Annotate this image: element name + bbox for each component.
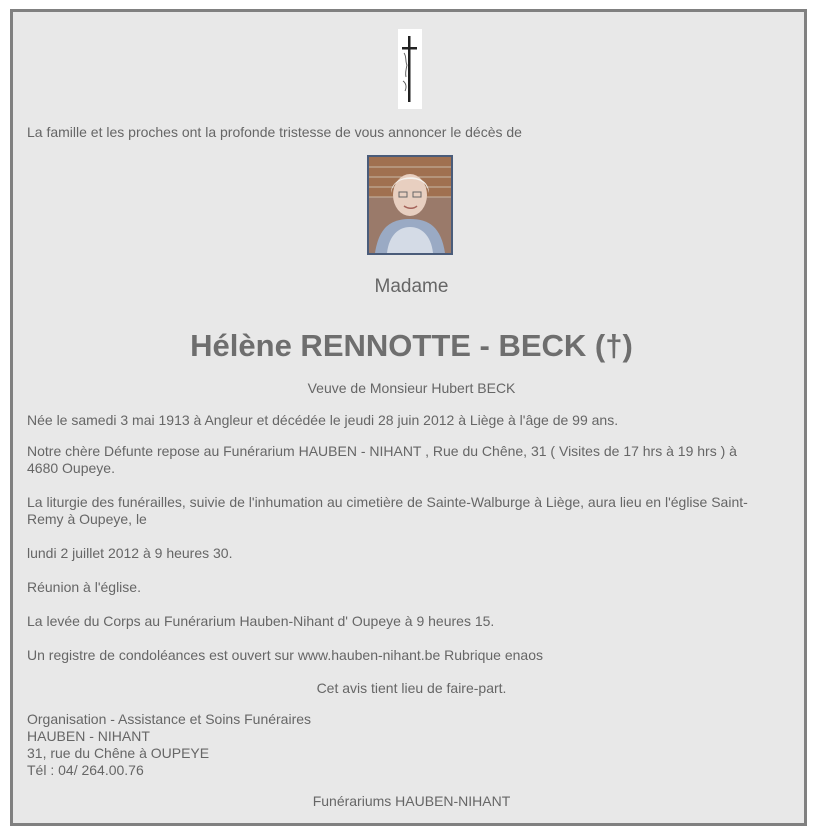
rest-text-line2: 4680 Oupeye. (27, 460, 115, 476)
notice-text: Cet avis tient lieu de faire-part. (316, 680, 507, 696)
levee-text: La levée du Corps au Funérarium Hauben-Nihant d' Oupeye à 9 heures 15. (27, 613, 495, 629)
liturgy-text-line2: Remy à Oupeye, le (27, 511, 147, 527)
cross-icon (398, 29, 422, 109)
obituary-card (10, 9, 807, 826)
liturgy-text-line1: La liturgie des funérailles, suivie de l'inhumation au cimetière de Sainte-Walburge à Liège, aura lieu en l'église Saint- (27, 494, 748, 510)
footer-text: Funérariums HAUBEN-NIHANT (312, 793, 511, 809)
birth-death-text: Née le samedi 3 mai 1913 à Angleur et décédée le jeudi 28 juin 2012 à Liège à l'âge de 99 ans. (27, 412, 619, 428)
spouse-line: Veuve de Monsieur Hubert BECK (307, 380, 516, 396)
org-line3: 31, rue du Chêne à OUPEYE (27, 745, 210, 761)
org-line1: Organisation - Assistance et Soins Funéraires (27, 711, 312, 727)
funeral-date: lundi 2 juillet 2012 à 9 heures 30. (27, 545, 233, 561)
org-line2: HAUBEN - NIHANT (27, 728, 150, 744)
salutation: Madame (374, 276, 449, 297)
deceased-name: Hélène RENNOTTE - BECK (†) (190, 328, 633, 363)
org-line4: Tél : 04/ 264.00.76 (27, 762, 144, 778)
portrait-photo (367, 155, 453, 255)
registry-text: Un registre de condoléances est ouvert sur www.hauben-nihant.be Rubrique enaos (27, 647, 543, 663)
intro-text: La famille et les proches ont la profonde tristesse de vous annoncer le décès de (27, 124, 522, 140)
meeting-text: Réunion à l'église. (27, 579, 141, 595)
rest-text-line1: Notre chère Défunte repose au Funérarium HAUBEN - NIHANT , Rue du Chêne, 31 ( Visites de 17 hrs à 19 hrs ) à (27, 443, 737, 459)
